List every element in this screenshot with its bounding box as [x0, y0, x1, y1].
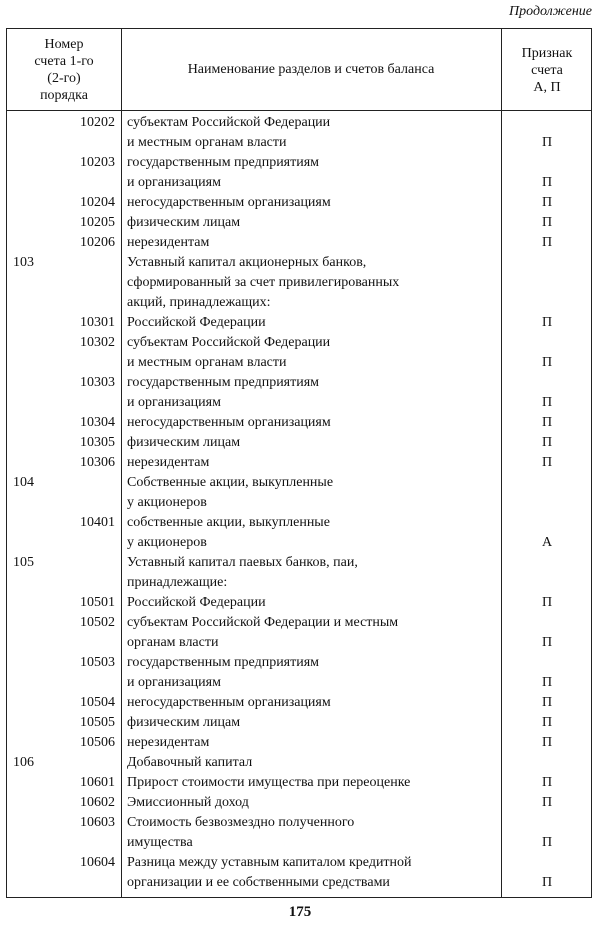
table-body	[7, 113, 591, 893]
account-sign: П	[541, 455, 553, 470]
account-name: негосударственным организациям	[127, 695, 331, 710]
account-name: Стоимость безвозмездно полученного имущества	[127, 815, 355, 850]
account-sign: А	[541, 535, 553, 550]
account-name: Российской Федерации	[127, 595, 266, 610]
account-sign: П	[541, 675, 553, 690]
account-name: Российской Федерации	[127, 315, 266, 330]
account-number-second-order: 10601	[80, 775, 115, 790]
accounts-table	[6, 28, 592, 898]
table-row	[7, 593, 591, 613]
header-section-name: Наименование разделов и счетов баланса	[187, 62, 435, 77]
table-header	[7, 29, 591, 111]
account-number-second-order: 10602	[80, 795, 115, 810]
account-number-second-order: 10502	[80, 615, 115, 630]
account-number-second-order: 10603	[80, 815, 115, 830]
account-number-second-order: 10205	[80, 215, 115, 230]
account-sign: П	[541, 835, 553, 850]
account-name: Прирост стоимости имущества при переоценке	[127, 775, 411, 790]
table-row	[7, 253, 591, 313]
account-number-second-order: 10503	[80, 655, 115, 670]
account-sign: П	[541, 875, 553, 890]
account-number-second-order: 10506	[80, 735, 115, 750]
account-name: физическим лицам	[127, 715, 241, 730]
account-name: физическим лицам	[127, 435, 241, 450]
table-row	[7, 713, 591, 733]
account-name: субъектам Российской Федерации и местным органам власти	[127, 335, 331, 370]
account-name: Уставный капитал акционерных банков, сформированный за счет привилегированных акций, принадлежащих:	[127, 255, 400, 310]
table-row	[7, 793, 591, 813]
account-sign: П	[541, 135, 553, 150]
table-row	[7, 853, 591, 893]
table-row	[7, 313, 591, 333]
page-number: 175	[288, 904, 312, 920]
table-row	[7, 413, 591, 433]
account-name: нерезидентам	[127, 735, 210, 750]
account-number-second-order: 10306	[80, 455, 115, 470]
account-number-second-order: 10206	[80, 235, 115, 250]
table-row	[7, 453, 591, 473]
table-row	[7, 153, 591, 193]
account-name: Уставный капитал паевых банков, паи, принадлежащие:	[127, 555, 358, 590]
account-name: государственным предприятиям и организациям	[127, 655, 320, 690]
account-sign: П	[541, 695, 553, 710]
account-name: нерезидентам	[127, 235, 210, 250]
account-name: собственные акции, выкупленные у акционеров	[127, 515, 330, 550]
account-number-second-order: 10204	[80, 195, 115, 210]
table-row	[7, 513, 591, 553]
table-row	[7, 773, 591, 793]
account-name: негосударственным организациям	[127, 415, 331, 430]
table-row	[7, 733, 591, 753]
account-number-second-order: 10301	[80, 315, 115, 330]
account-name: Собственные акции, выкупленные у акционеров	[127, 475, 334, 510]
table-row	[7, 213, 591, 233]
account-name: Разница между уставным капиталом кредитной организации и ее собственными средствами	[127, 855, 412, 890]
account-number-first-order: 104	[13, 475, 34, 490]
account-sign: П	[541, 175, 553, 190]
account-number-first-order: 105	[13, 555, 34, 570]
table-row	[7, 113, 591, 153]
account-name: нерезидентам	[127, 455, 210, 470]
account-sign: П	[541, 415, 553, 430]
account-sign: П	[541, 795, 553, 810]
continuation-label: Продолжение	[509, 4, 592, 19]
account-number-second-order: 10501	[80, 595, 115, 610]
account-sign: П	[541, 315, 553, 330]
table-row	[7, 333, 591, 373]
account-number-second-order: 10504	[80, 695, 115, 710]
account-sign: П	[541, 195, 553, 210]
header-account-sign: Признак счета А, П	[521, 45, 573, 95]
table-row	[7, 753, 591, 773]
table-row	[7, 193, 591, 213]
account-number-second-order: 10203	[80, 155, 115, 170]
account-sign: П	[541, 635, 553, 650]
account-number-second-order: 10303	[80, 375, 115, 390]
account-number-second-order: 10604	[80, 855, 115, 870]
table-row	[7, 373, 591, 413]
account-name: физическим лицам	[127, 215, 241, 230]
table-row	[7, 553, 591, 593]
account-number-second-order: 10305	[80, 435, 115, 450]
account-number-second-order: 10302	[80, 335, 115, 350]
account-sign: П	[541, 235, 553, 250]
account-sign: П	[541, 435, 553, 450]
account-sign: П	[541, 715, 553, 730]
account-sign: П	[541, 775, 553, 790]
table-row	[7, 653, 591, 693]
account-name: Эмиссионный доход	[127, 795, 249, 810]
header-account-number: Номер счета 1-го (2-го) порядка	[34, 37, 94, 103]
account-sign: П	[541, 595, 553, 610]
account-sign: П	[541, 395, 553, 410]
account-number-first-order: 103	[13, 255, 34, 270]
table-row	[7, 813, 591, 853]
account-sign: П	[541, 215, 553, 230]
table-row	[7, 613, 591, 653]
account-number-second-order: 10304	[80, 415, 115, 430]
account-sign: П	[541, 355, 553, 370]
table-row	[7, 693, 591, 713]
account-number-first-order: 106	[13, 755, 34, 770]
account-name: субъектам Российской Федерации и местным органам власти	[127, 115, 331, 150]
account-name: Добавочный капитал	[127, 755, 253, 770]
table-row	[7, 473, 591, 513]
account-number-second-order: 10401	[80, 515, 115, 530]
account-name: государственным предприятиям и организациям	[127, 155, 320, 190]
account-name: негосударственным организациям	[127, 195, 331, 210]
table-row	[7, 433, 591, 453]
account-number-second-order: 10505	[80, 715, 115, 730]
account-sign: П	[541, 735, 553, 750]
account-number-second-order: 10202	[80, 115, 115, 130]
account-name: субъектам Российской Федерации и местным органам власти	[127, 615, 399, 650]
table-row	[7, 233, 591, 253]
account-name: государственным предприятиям и организациям	[127, 375, 320, 410]
